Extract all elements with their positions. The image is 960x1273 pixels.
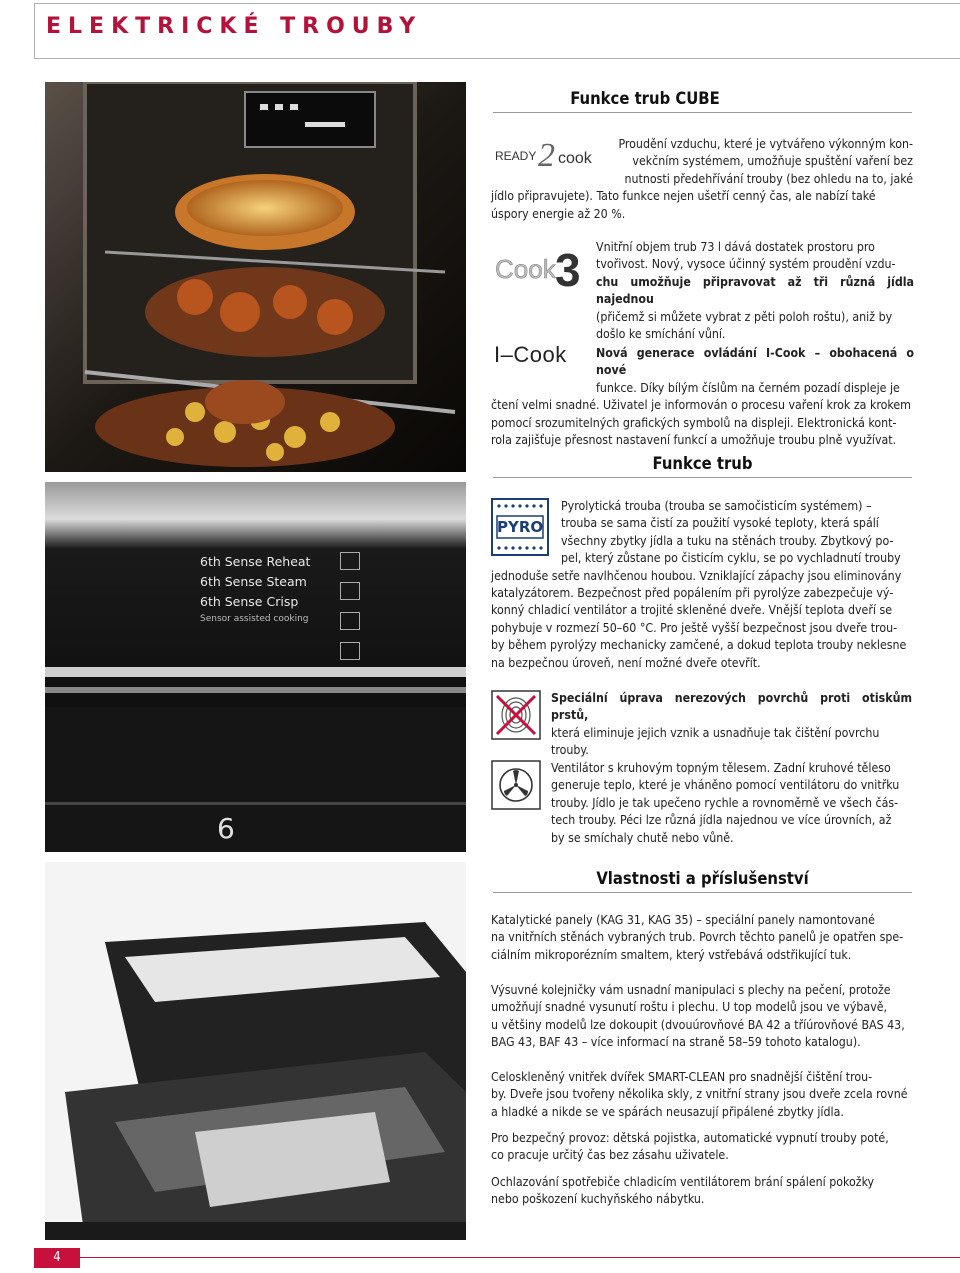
text-line: trouba se sama čistí za použití vysoké teploty, která spálí <box>561 516 879 531</box>
cook3-text <box>596 239 914 343</box>
text-line: došlo ke smíchání vůní. <box>596 327 726 342</box>
text-line: která eliminuje jejich vznik a usnadňuje tak čištění povrchu <box>551 725 880 740</box>
section-header-funkce <box>493 445 912 478</box>
text-line: generuje teplo, které je vháněno pomocí ventilátoru do vnitřku <box>551 778 900 793</box>
text-line: (přičemž si můžete vybrat z pěti poloh roštu), aniž by <box>596 309 893 324</box>
section-header-vlastnosti <box>493 860 912 893</box>
text-line: Celoskleněný vnitřek dvířek SMART-CLEAN pro snadnější čištění trou- <box>491 1070 873 1084</box>
text-line: Výsuvné kolejničky vám usnadní manipulaci s plechy na pečení, protože <box>491 983 891 997</box>
text-line: na bezpečnou úroveň, není možné dveře otevřít. <box>491 655 761 670</box>
text-line: umožňují snadné vysunutí roštu i plechu. U top modelů jsou ve výbavě, <box>491 1000 888 1015</box>
text-line: ciálním mikroporézním smaltem, který vstřebává odstřikující tuk. <box>491 947 852 962</box>
text-line: vekčním systémem, umožňuje spuštění vaření bez <box>632 154 913 169</box>
text-line: trouby. <box>551 743 589 758</box>
section-title: Funkce trub <box>652 454 753 473</box>
oven-brand-numeral: 6 <box>217 812 235 845</box>
control-button <box>340 642 360 660</box>
text-line: čtení velmi snadné. Uživatel je informován o procesu vaření krok za krokem <box>491 398 911 413</box>
text-line: BAG 43, BAF 43 – více informací na straně 58–59 tohoto katalogu). <box>491 1035 861 1050</box>
ready2cook-text <box>491 136 913 223</box>
page-number: 4 <box>34 1248 80 1268</box>
fingerprint-crossed-icon <box>491 690 541 740</box>
text-line: trouby. Jídlo je tak upečeno rychle a rovnoměrně ve všech čás- <box>551 795 899 810</box>
text-line: tech trouby. Péci lze různá jídla najednou ve více úrovních, až <box>551 813 892 828</box>
oven-food-photo <box>45 82 466 472</box>
oven-control-panel-photo <box>45 482 466 852</box>
ochlazovani-text <box>491 1174 912 1209</box>
fan-icon <box>491 760 541 810</box>
text-line: úspory energie až 20 %. <box>491 206 626 221</box>
text-line: jednoduše setře navlhčenou houbou. Vzniklající zápachy jsou eliminovány <box>491 568 902 583</box>
text-line: co pracuje určitý čas bez zásahu uživatele. <box>491 1148 729 1163</box>
text-line: konný chladicí ventilátor a trojité skleněné dveře. Vnější teplota dveří se <box>491 603 893 618</box>
vysuvne-text <box>491 982 912 1052</box>
control-button <box>340 612 360 630</box>
celosklo-text <box>491 1069 912 1121</box>
text-line: Nová generace ovládání I-Cook – obohacená o nové <box>596 346 914 378</box>
text-line: na vnitřních stěnách vybraných trub. Povrch těchto panelů je opatřen spe- <box>491 930 904 945</box>
text-line: by. Dveře jsou tvořeny několika skly, z vnitřní strany jsou dveře zcela rovné <box>491 1087 908 1102</box>
display-line: 6th Sense Reheat <box>200 554 311 569</box>
section-header-cube <box>493 80 912 113</box>
control-button <box>340 582 360 600</box>
svg-text:READY: READY <box>495 149 537 163</box>
oven-display <box>200 552 325 647</box>
svg-text:Cook: Cook <box>495 254 556 284</box>
text-line: chu umožňuje připravovat až tři různá jídla najednou <box>596 274 914 307</box>
icook-logo: I–Cook <box>494 342 567 367</box>
fan-text <box>551 760 912 847</box>
display-line: 6th Sense Steam <box>200 574 307 589</box>
text-line: katalyzátorem. Bezpečnost před popálením při pyrolýze zabezpečuje vý- <box>491 586 894 601</box>
antifinger-text <box>551 690 912 760</box>
text-line: funkce. Díky bílým číslům na černém pozadí displeje je <box>596 380 900 395</box>
text-line: a hladké a nikde se ve spárách neusazují připálené zbytky jídla. <box>491 1104 844 1119</box>
oven-door-photo <box>45 862 466 1240</box>
text-line: Katalytické panely (KAG 31, KAG 35) – speciální panely namontované <box>491 913 875 927</box>
display-line: Sensor assisted cooking <box>200 614 309 624</box>
text-line: Speciální úprava nerezových povrchů proti otiskům prstů, <box>551 691 912 723</box>
text-line: jídlo připravujete). Tato funkce nejen ušetří cenný čas, ale nabízí také <box>491 189 876 204</box>
bezpecny-text <box>491 1130 912 1165</box>
control-button <box>340 552 360 570</box>
text-line: rola zajišťuje přesnost nastavení funkcí a umožňuje troubu plně využívat. <box>491 433 897 448</box>
text-line: všechny zbytky jídla a tuku na stěnách trouby. Zbytkový po- <box>561 533 894 548</box>
section-title: Funkce trub CUBE <box>570 89 720 108</box>
pyro-icon-label: PYRO <box>497 518 544 536</box>
text-line: Vnitřní objem trub 73 l dává dostatek prostoru pro <box>596 240 875 254</box>
section-title: Vlastnosti a příslušenství <box>596 869 809 888</box>
text-line: Ventilátor s kruhovým topným tělesem. Zadní kruhové těleso <box>551 761 891 775</box>
text-line: u většiny modelů lze dokoupit (dvouúrovňové BA 42 a tříúrovňové BAS 43, <box>491 1017 905 1032</box>
text-line: pel, který zůstane po čisticím cyklu, se po vychladnutí trouby <box>561 551 901 566</box>
display-line: 6th Sense Crisp <box>200 594 299 609</box>
text-line: Proudění vzduchu, které je vytvářeno výkonným kon- <box>618 137 913 151</box>
text-line: Pyrolytická trouba (trouba se samočisticím systémem) – <box>561 499 872 513</box>
text-line: nebo poškození kuchyňského nábytku. <box>491 1192 705 1207</box>
text-line: pohybuje v rozmezí 50–60 °C. Pro ještě vyšší bezpečnost jsou dveře trou- <box>491 620 898 635</box>
text-line: by se smíchaly chutě nebo vůně. <box>551 830 734 845</box>
text-line: Ochlazování spotřebiče chladicím ventilátorem brání spálení pokožky <box>491 1175 875 1189</box>
svg-text:3: 3 <box>555 244 581 292</box>
text-line: Pro bezpečný provoz: dětská pojistka, automatické vypnutí trouby poté, <box>491 1131 889 1145</box>
pyro-text <box>491 498 912 672</box>
text-line: pomocí srozumitelných grafických symbolů na displeji. Elektronická kont- <box>491 415 897 430</box>
svg-text:2: 2 <box>538 137 555 170</box>
cook3-logo <box>495 238 585 292</box>
text-line: by během pyrolýzy mechanicky zamčené, a dokud teplota trouby neklesne <box>491 638 907 653</box>
footer-rule <box>80 1257 960 1258</box>
text-line: tvořivost. Nový, vysoce účinný systém proudění vzdu- <box>596 257 896 272</box>
page-title: ELEKTRICKÉ TROUBY <box>46 14 423 39</box>
icook-text <box>491 345 914 449</box>
text-line: nutnosti předehřívání trouby (bez ohledu na to, jaké <box>624 171 913 186</box>
katalyticke-text <box>491 912 912 964</box>
oven-buttons <box>340 552 364 660</box>
svg-text:cook: cook <box>558 150 592 167</box>
